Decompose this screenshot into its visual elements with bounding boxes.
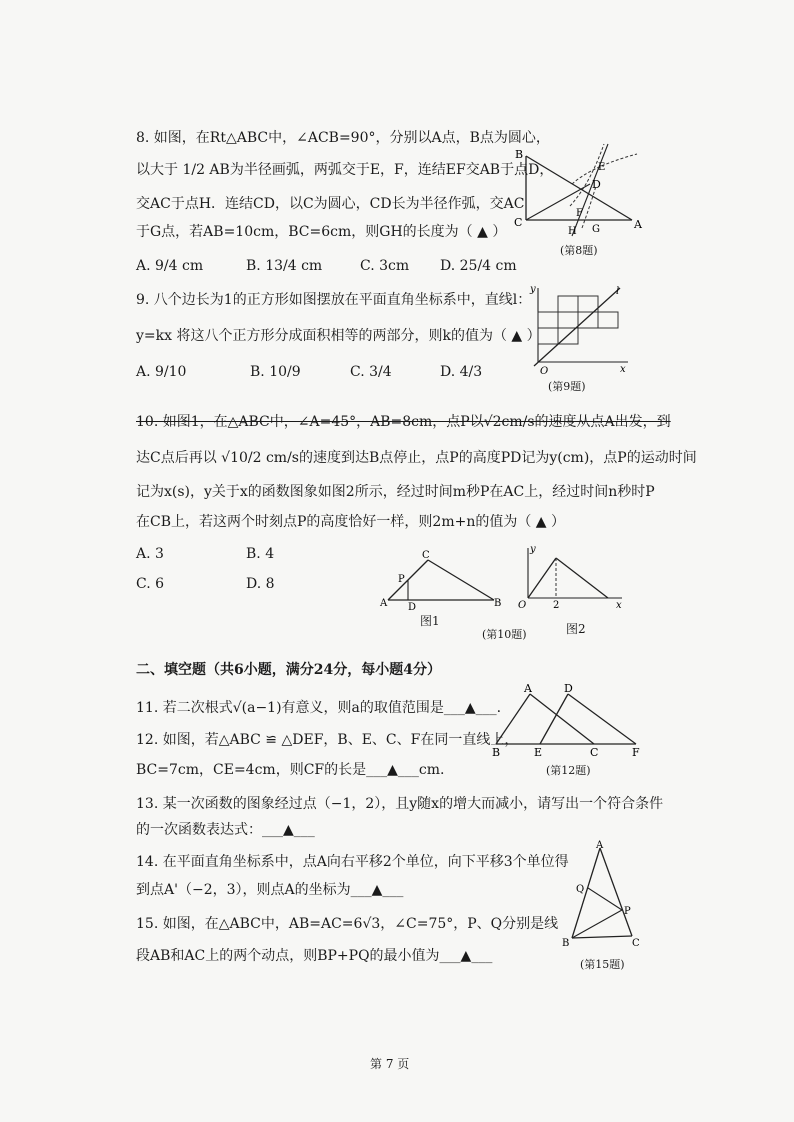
q9-figure (520, 280, 635, 380)
q14-line1: 14. 在平面直角坐标系中，点A向右平移2个单位，向下平移3个单位得 (136, 854, 569, 870)
q8-option-b: B. 13/4 cm (246, 258, 323, 274)
q10-figure2 (510, 542, 630, 614)
q8-option-c: C. 3cm (360, 258, 410, 274)
q15-figure (560, 840, 650, 952)
q8-option-d: D. 25/4 cm (440, 258, 517, 274)
q12-label-a: A (524, 682, 532, 695)
q9-option-a: A. 9/10 (136, 364, 187, 380)
section2-title: 二、填空题（共6小题，满分24分，每小题4分） (136, 662, 441, 678)
q15-label-a: A (596, 840, 604, 851)
q12-label-d: D (564, 682, 573, 695)
q10-line4: 在CB上，若这两个时刻点P的高度恰好一样，则2m+n的值为（ ▲ ） (136, 514, 566, 530)
q10-fig1-label-a: A (380, 598, 388, 609)
q8-figure (512, 136, 652, 251)
q10-fig2-label-2: 2 (553, 600, 560, 611)
q10-fig2-label-x: x (616, 600, 622, 611)
q10-option-b: B. 4 (246, 546, 275, 562)
q15-label-q: Q (576, 884, 585, 895)
q10-fig1-label-b: B (494, 598, 502, 609)
q15-label-p: P (624, 906, 631, 917)
q8-line3: 交AC于点H．连结CD，以C为圆心，CD长为半径作弧，交AC (136, 196, 525, 212)
q8-label-g: G (592, 224, 600, 235)
q10-fig1-label-d: D (408, 602, 417, 612)
q10-fig2-label-o: O (518, 600, 527, 611)
q8-label-d: D (592, 178, 601, 191)
q10-figure1 (378, 548, 508, 612)
q8-label-a: A (634, 218, 642, 231)
page-number: 第 7 页 (370, 1057, 410, 1071)
q15-line1: 15. 如图，在△ABC中，AB=AC=6√3，∠C=75°，P、Q分别是线 (136, 916, 559, 932)
q10-fig1-label-p: P (398, 574, 405, 585)
q10-fig2-caption: 图2 (566, 622, 586, 636)
q8-label-e: E (598, 162, 606, 173)
q9-label-x: x (620, 364, 626, 375)
q10-fig1-caption: 图1 (420, 614, 440, 628)
q10-line2: 达C点后再以 √10/2 cm/s的速度到达B点停止，点P的高度PD记为y(cm)，点P的运动时间 (136, 450, 697, 466)
q10-line3: 记为x(s)，y关于x的函数图象如图2所示，经过时间m秒P在AC上，经过时间n秒时P (136, 484, 655, 500)
q9-line2: y=kx 将这八个正方形分成面积相等的两部分，则k的值为（ ▲ ） (136, 328, 541, 344)
q10-option-a: A. 3 (136, 546, 164, 562)
q10-fig2-label-y: y (530, 544, 536, 555)
q15-label-c: C (632, 938, 640, 949)
q9-line1: 9. 八个边长为1的正方形如图摆放在平面直角坐标系中，直线l： (136, 292, 532, 308)
q12-figure (488, 682, 648, 760)
q8-line4: 于G点，若AB=10cm，BC=6cm，则GH的长度为（ ▲ ） (136, 224, 507, 240)
q8-label-f: F (576, 208, 583, 219)
q14-line2: 到点A'（−2，3），则点A的坐标为___▲___ (136, 882, 404, 898)
q8-caption: (第8题) (560, 244, 598, 257)
q15-line2: 段AB和AC上的两个动点，则BP+PQ的最小值为___▲___ (136, 948, 493, 964)
q10-option-c: C. 6 (136, 576, 165, 592)
q8-option-a: A. 9/4 cm (136, 258, 204, 274)
q15-caption: (第15题) (580, 958, 625, 971)
q12-caption: (第12题) (546, 764, 591, 777)
q13-line1: 13. 某一次函数的图象经过点（−1，2），且y随x的增大而减小，请写出一个符合条件 (136, 796, 664, 812)
q9-option-d: D. 4/3 (440, 364, 483, 380)
q9-caption: (第9题) (548, 380, 586, 393)
q10-line1: 10. 如图1，在△ABC中，∠A=45°，AB=8cm，点P以√2cm/s的速度从点A出发，到 (136, 414, 671, 430)
q10-fig1-label-c: C (422, 550, 430, 561)
q9-label-o: O (540, 366, 549, 377)
q11-text: 11. 若二次根式√(a−1)有意义，则a的取值范围是___▲___. (136, 700, 502, 716)
q8-line1: 8. 如图，在Rt△ABC中，∠ACB=90°，分别以A点，B点为圆心， (136, 130, 550, 146)
q8-label-c: C (514, 216, 523, 229)
q8-line2: 以大于 1/2 AB为半径画弧，两弧交于E，F，连结EF交AB于点D， (136, 162, 554, 178)
q13-line2: 的一次函数表达式：___▲___ (136, 822, 315, 838)
q12-label-e: E (534, 746, 543, 759)
q12-line2: BC=7cm，CE=4cm，则CF的长是___▲___cm. (136, 762, 445, 778)
q10-caption: (第10题) (482, 628, 527, 641)
q9-label-l: l (616, 286, 620, 297)
q9-option-c: C. 3/4 (350, 364, 392, 380)
q12-label-f: F (632, 746, 640, 759)
q15-label-b: B (562, 938, 570, 949)
q12-label-b: B (492, 746, 501, 759)
q12-label-c: C (590, 746, 599, 759)
q8-label-b: B (515, 148, 524, 161)
q10-option-d: D. 8 (246, 576, 275, 592)
q9-option-b: B. 10/9 (250, 364, 301, 380)
q9-label-y: y (530, 284, 536, 295)
q12-line1: 12. 如图，若△ABC ≌ △DEF，B、E、C、F在同一直线上， (136, 732, 519, 748)
q8-label-h: H (568, 226, 577, 237)
